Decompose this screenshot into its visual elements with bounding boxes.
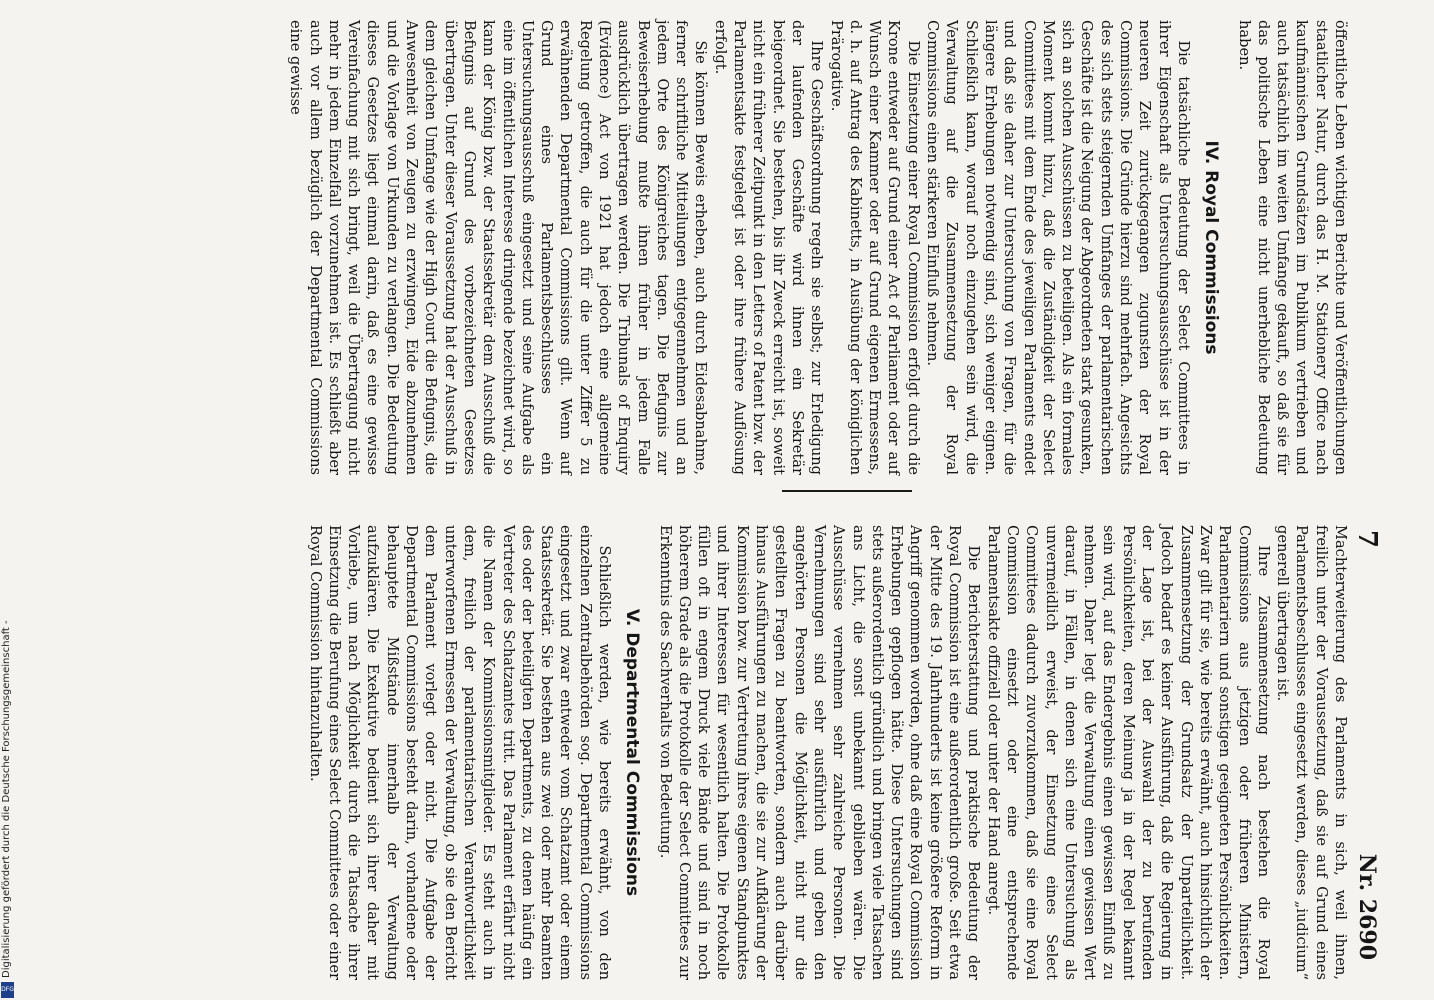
page-number: 7 xyxy=(1352,530,1382,549)
dfg-logo: DFG xyxy=(1,982,14,998)
right-column xyxy=(220,525,1350,980)
column-divider xyxy=(782,490,912,492)
footer-strip xyxy=(0,0,16,1000)
paragraph: Die Einsetzung einer Royal Commission erfolgt durch die Krone entweder auf Grund einer Act of Parliament oder auf Wunsch einer Kammer oder auf Grund eigenen Ermessens, d. h. auf Antrag des Kabinetts, in Ausübung der königlichen Prärogative. xyxy=(827,20,922,475)
paragraph: Ihre Geschäftsordnung regeln sie selbst; zur Erledigung der laufenden Geschäfte wird ihnen ein Sekretär beigeordnet. Sie bestehen, bis ihr Zweck erreicht ist, soweit nicht ein früherer Zeitpunkt in den Letters of Patent bzw. der Parlamentsakte festgelegt ist oder ihre frühere Auflösung erfolgt. xyxy=(711,20,826,475)
paragraph: Machterweiterung des Parlaments in sich, weil ihnen, freilich unter der Voraussetzung, daß sie auf Grund eines Parlamentsbeschlusses eingesetzt werden, dieses „iudicium“ generell übertragen ist. xyxy=(1274,525,1349,980)
paragraph: Schließlich werden, wie bereits erwähnt, von den einzelnen Zentralbehörden sog. Departmental Commissions eingesetzt und zwar entweder vom Schatzamt oder einem Staatssekretär. Sie bestehen aus zwei oder mehr Beamten des oder der beteiligten Departments, zu denen häufig ein Vertreter des Schatzamtes tritt. Das Parlament erfährt nicht die Namen der Kommissionsmitglieder. Es steht auch in dem, freilich der parlamentarischen Verantwortlichkeit unterworfenen Ermessen der Verwaltung, ob sie den Bericht dem Parlament vorlegt oder nicht. Die Aufgabe der Departmental Commissions besteht darin, vorhandene oder behauptete Mißstände innerhalb der Verwaltung aufzuklären. Die Exekutive bedient sich ihrer daher mit Vorliebe, um nach Möglichkeit durch die Tatsache ihrer Einsetzung die Berufung eines Select Committees oder einer Royal Commission hintanzuhalten. xyxy=(306,525,614,980)
section-title-royal-commissions: IV. Royal Commissions xyxy=(1201,140,1222,355)
paragraph: Sie können Beweis erheben, auch durch Eidesabnahme, ferner schriftliche Mitteilungen entgegennehmen und an jedem Orte des Königreiches tagen. Die Befugnis zur Beweiserhebung mußte ihnen früher in jedem Falle ausdrücklich übertragen werden. Die Tribunals of Enquiry (Evidence) Act von 1921 hat jedoch eine allgemeine Regelung getroffen, die auch für die unter Ziffer 5 zu erwähnenden Departmental Commissions gilt. Wenn auf Grund eines Parlamentsbeschlusses ein Untersuchungsausschuß eingesetzt und seine Aufgabe als eine im öffentlichen Interesse dringende bezeichnet wird, so kann der König bzw. der Staatssekretär dem Ausschuß die Befugnis auf Grund des vorbezeichneten Gesetzes übertragen. Unter dieser Voraussetzung hat der Ausschuß in dem gleichen Umfange wie der High Court die Befugnis, die Anwesenheit von Zeugen zu erzwingen, Eide abzunehmen und die Vorlage von Urkunden zu verlangen. Die Bedeutung dieses Gesetzes liegt einmal darin, daß es eine gewisse Vereinfachung mit sich bringt, weil die Übertragung nicht mehr in jedem Einzelfall vorzunehmen ist. Es schließt aber auch vor allem bezüglich der Departmental Commissions eine gewisse xyxy=(287,20,710,475)
paragraph: Die Berichterstattung und praktische Bedeutung der Royal Commission ist eine außerordentlich große. Seit etwa der Mitte des 19. Jahrhunderts ist keine größere Reform in Angriff genommen worden, ohne daß eine Royal Commission Erhebungen gepflogen hätte. Diese Untersuchungen sind stets außerordentlich gründlich und bringen viele Tatsachen ans Licht, die sonst unbekannt geblieben wären. Die Ausschüsse vernehmen sehr zahlreiche Personen. Die Vernehmungen sind sehr ausführlich und geben den angehörten Personen die Möglichkeit, nicht nur die gestellten Fragen zu beantworten, sondern auch darüber hinaus Ausführungen zu machen, die sie zur Aufklärung der Kommission bzw. zur Vertretung ihres eigenen Standpunktes und ihrer Interessen für wesentlich halten. Die Protokolle füllen oft in engem Druck viele Bände und sind in noch höherem Grade als die Protokolle der Select Committees zur Erkenntnis des Sachverhalts von Bedeutung. xyxy=(656,525,983,980)
text-columns xyxy=(220,20,1350,980)
section-title-departmental-commissions: V. Departmental Commissions xyxy=(622,608,643,897)
intro-paragraph: öffentliche Leben wichtigen Berichte und Veröffentlichungen staatlicher Natur, durch das H. M. Stationery Office nach kaufmännischen Grundsätzen im Publikum vertrieben und auch tatsächlich im weiten Umfange gekauft, so daß sie für das politische Leben eine nicht unerhebliche Bedeutung haben. xyxy=(1235,20,1349,475)
paragraph: Ihre Zusammensetzung nach bestehen die Royal Commissions aus jetzigen oder früheren Ministern, Parlamentariern und sonstigen geeigneten Persönlichkeiten. Zwar gilt für sie, wie bereits erwähnt, auch hinsichtlich der Zusammensetzung der Grundsatz der Unparteilichkeit. Jedoch bedarf es keiner Ausführung, daß die Regierung in der Lage ist, bei der Auswahl der zu berufenden Persönlichkeiten, deren Meinung ja in der Regel bekannt sein wird, auf das Endergebnis einen gewissen Einfluß zu nehmen. Daher legt die Verwaltung einen gewissen Wert darauf, in Fällen, in denen sich eine Untersuchung als unvermeidlich erweist, der Einsetzung eines Select Committees dadurch zuvorzukommen, daß sie eine Royal Commission einsetzt oder eine entsprechende Parlamentsakte offiziell oder unter der Hand anregt. xyxy=(984,525,1272,980)
paragraph: Die tatsächliche Bedeutung der Select Committees in ihrer Eigenschaft als Untersuchungsausschüsse ist in der neueren Zeit zurückgegangen zugunsten der Royal Commissions. Die Gründe hierzu sind mehrfach. Angesichts des sich stets steigernden Umfanges der parlamentarischen Geschäfte ist die Neigung der Abgeordneten stark gesunken, sich an solchen Ausschüssen zu beteiligen. Als ein formales Moment kommt hinzu, daß die Zuständigkeit der Select Committees mit dem Ende des jeweiligen Parlaments endet und daß sie daher zur Untersuchung von Fragen, für die längere Erhebungen notwendig sind, sich weniger eignen. Schließlich kann, worauf noch einzugehen sein wird, die Verwaltung auf die Zusammensetzung der Royal Commissions einen stärkeren Einfluß nehmen. xyxy=(924,20,1192,475)
footer-funding-note: Digitalisierung gefördert durch die Deutsche Forschungsgemeinschaft - xyxy=(1,620,12,978)
left-column xyxy=(220,20,1350,475)
document-page xyxy=(210,0,1390,1000)
document-number: Nr. 2690 xyxy=(1354,853,1380,960)
page-wrapper xyxy=(210,0,1390,1000)
page-header xyxy=(1348,60,1382,960)
